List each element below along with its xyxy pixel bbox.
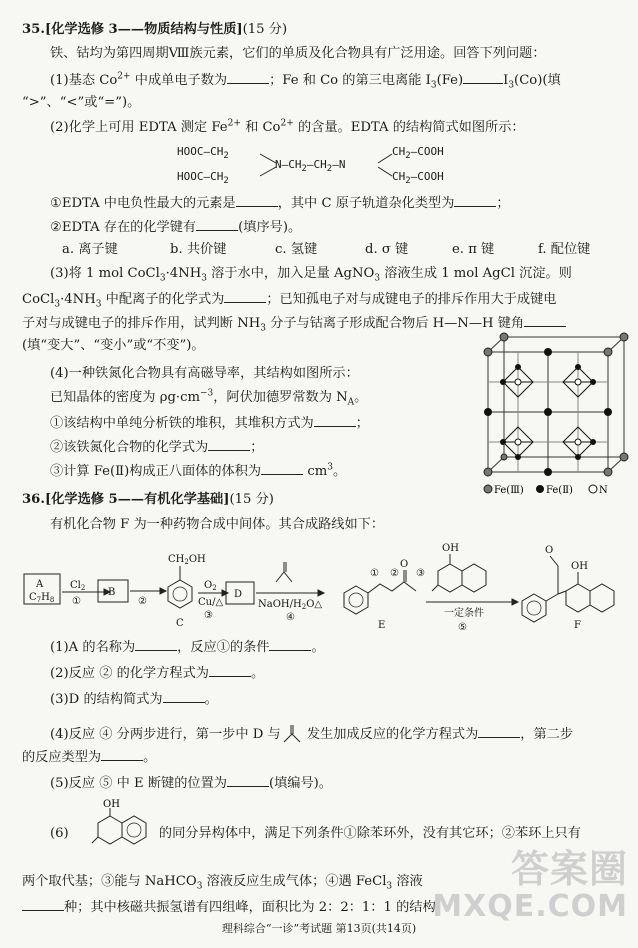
q35-p4: (4)一种铁氮化合物具有高磁导率，其结构如图所示： [50, 366, 359, 381]
option-f: f. 配位键 [538, 242, 591, 257]
f-carbonyl-o: O [545, 545, 554, 556]
edta-left-top: $HOOC—CH_2$ [177, 145, 229, 162]
option-d: d. σ 键 [365, 242, 409, 257]
q35-p2-q2: ②EDTA 存在的化学键有 (填序号)。 [50, 220, 302, 235]
q35-p1: (1)基态 $Co^{2+}$ 中成单电子数为 ；Fe 和 Co 的第三电离能 $I_3(Fe)$ $I_3(Co)$(填 [50, 71, 561, 91]
q36-header: 36.[化学选修 5——有机化学基础](15 分) [22, 492, 274, 507]
answer-blank[interactable] [227, 774, 269, 787]
coumarin-oh: OH [442, 543, 459, 554]
route-c-group: $CH_2OH$ [168, 554, 206, 566]
synthesis-route [18, 536, 634, 640]
route-d-label: D [234, 589, 243, 600]
step5-reagent: 一定条件 [444, 608, 484, 619]
answer-blank[interactable] [208, 438, 250, 451]
f-oh: OH [571, 561, 588, 572]
step3-num: ③ [204, 610, 213, 621]
route-a-label: A [36, 579, 44, 590]
q35-p3-line2: $CoCl_3\cdot 4NH_3$ 中配离子的化学式为 ；已知孤电子对与成键电子的排斥作用大于成键电 [22, 292, 557, 310]
route-c-label: C [176, 618, 184, 629]
answer-blank[interactable] [101, 748, 143, 761]
option-a: a. 离子键 [62, 242, 118, 257]
answer-blank[interactable] [314, 414, 356, 427]
step3-cond: Cu/△ [198, 597, 224, 608]
edta-left-bottom: $HOOC—CH_2$ [177, 170, 229, 187]
page-footer: 理科综合“一诊”考试题 第13页(共14页) [221, 922, 417, 935]
q35-p4-q1: ①该结构中单纯分析铁的堆积，其堆积方式为 ； [50, 416, 369, 431]
legend-n-marker [589, 485, 597, 493]
q35-p2: (2)化学上可用 EDTA 测定 $Fe^{2+}$ 和 $Co^{2+}$ 的含量。EDTA 的结构简式如图所示： [50, 118, 525, 135]
q35-header: 35.[化学选修 3——物质结构与性质](15 分) [22, 22, 288, 37]
route-e-label: E [378, 620, 386, 631]
q36-p6-line3: 种；其中核磁共振氢谱有四组峰，面积比为 2：2：1：1 的结构 [22, 898, 436, 916]
watermark-logo: 答案圈 MXQE.COM [432, 847, 628, 924]
e-carbonyl-o: O [400, 559, 409, 570]
q35-p4-density: 已知晶体的密度为 $\rho g\cdot cm^{-3}$，阿伏加德罗常数为 $N_A$。 [50, 388, 368, 408]
answer-blank[interactable] [478, 725, 520, 738]
legend-fe3-marker [484, 485, 492, 493]
q35-p3-line3: 子对与成键电子的排斥作用，试判断 $NH_3$ 分子与钴离子形成配合物后 H—N—H 键角 [22, 314, 566, 332]
q35-intro: 铁、钴均为第四周期Ⅷ族元素，它们的单质及化合物具有广泛用途。回答下列问题： [50, 46, 546, 61]
answer-blank[interactable] [524, 314, 566, 327]
q35-p2-q1: ①EDTA 中电负性最大的元素是 ，其中 C 原子轨道杂化类型为 ； [50, 196, 510, 211]
q35-p4-q2: ②该铁氮化合物的化学式为 ； [50, 440, 264, 455]
answer-blank[interactable] [236, 194, 278, 207]
step3-reagent: $O_2$ [204, 580, 217, 592]
acetone-structure [281, 722, 303, 744]
q35-p4-q3: ③计算 Fe(Ⅱ)构成正八面体的体积为 $cm^3$。 [50, 462, 347, 479]
step4-reagent: NaOH/$H_2O\triangle$ [258, 599, 323, 611]
q36-p6-line2: 两个取代基；③能与 NaHCO$_3$ 溶液反应生成气体；④遇 FeCl$_3$ 溶液 [22, 874, 423, 892]
option-c: c. 氢键 [275, 242, 318, 257]
edta-right-top: $CH_2—COOH$ [392, 145, 444, 162]
step4-num: ④ [286, 612, 295, 623]
q36-p1: (1)A 的名称为 ，反应①的条件 。 [50, 640, 325, 655]
step1-num: ① [72, 596, 81, 607]
e-mark-3: ③ [416, 568, 425, 579]
q35-p3-line4: (填“变大”、“变小”或“不变”)。 [22, 338, 205, 353]
crystal-structure-figure [482, 332, 632, 502]
legend-n: N [599, 485, 608, 496]
edta-bonds [250, 150, 410, 180]
q36-p6: (6) 的同分异构体中，满足下列条件①除苯环外，没有其它环；②苯环上只有 [50, 826, 581, 841]
answer-blank[interactable] [224, 290, 266, 303]
answer-blank[interactable] [269, 638, 311, 651]
step5-num: ⑤ [458, 622, 467, 633]
route-a-formula: $C_7H_8$ [29, 592, 55, 604]
q36-p2: (2)反应 ② 的化学方程式为 。 [50, 666, 265, 681]
legend-fe3: Fe(Ⅲ) [494, 485, 524, 496]
answer-blank[interactable] [463, 71, 503, 84]
edta-middle: $N—CH_2—CH_2—N$ [275, 158, 346, 175]
answer-blank[interactable] [261, 462, 303, 475]
answer-blank[interactable] [163, 690, 205, 703]
answer-blank[interactable] [22, 898, 64, 911]
q36-p5: (5)反应 ⑤ 中 E 断键的位置为 (填编号)。 [50, 776, 332, 791]
step2-num: ② [138, 596, 147, 607]
e-mark-1: ① [370, 568, 379, 579]
option-e: e. π 键 [452, 242, 495, 257]
small-oh: OH [103, 799, 120, 810]
legend-fe2: Fe(Ⅱ) [546, 485, 573, 496]
q35-p1-cont: “>”、“<”或“=”)。 [22, 95, 141, 110]
q36-p4-line2: 的反应类型为 。 [22, 750, 157, 765]
answer-blank[interactable] [196, 218, 238, 231]
legend-fe2-marker [536, 485, 544, 493]
answer-blank[interactable] [227, 71, 269, 84]
q35-p3: (3)将 1 mol $CoCl_3\cdot 4NH_3$ 溶于水中，加入足量 AgNO$_3$ 溶液生成 1 mol AgCl 沉淀。则 [50, 266, 572, 284]
answer-blank[interactable] [135, 638, 177, 651]
q36-p3: (3)D 的结构简式为 。 [50, 692, 218, 707]
route-b-label: B [108, 587, 116, 598]
answer-blank[interactable] [209, 664, 251, 677]
route-f-label: F [574, 620, 581, 631]
option-b: b. 共价键 [170, 242, 227, 257]
answer-blank[interactable] [454, 194, 496, 207]
e-mark-2: ② [390, 568, 399, 579]
q36-p4: (4)反应 ④ 分两步进行，第一步中 D 与 发生加成反应的化学方程式为 ，第二步 [50, 722, 573, 744]
step1-reagent: $Cl_2$ [70, 580, 86, 592]
q36-intro: 有机化合物 F 为一种药物合成中间体。其合成路线如下： [50, 517, 385, 532]
edta-right-bottom: $CH_2—COOH$ [392, 170, 444, 187]
